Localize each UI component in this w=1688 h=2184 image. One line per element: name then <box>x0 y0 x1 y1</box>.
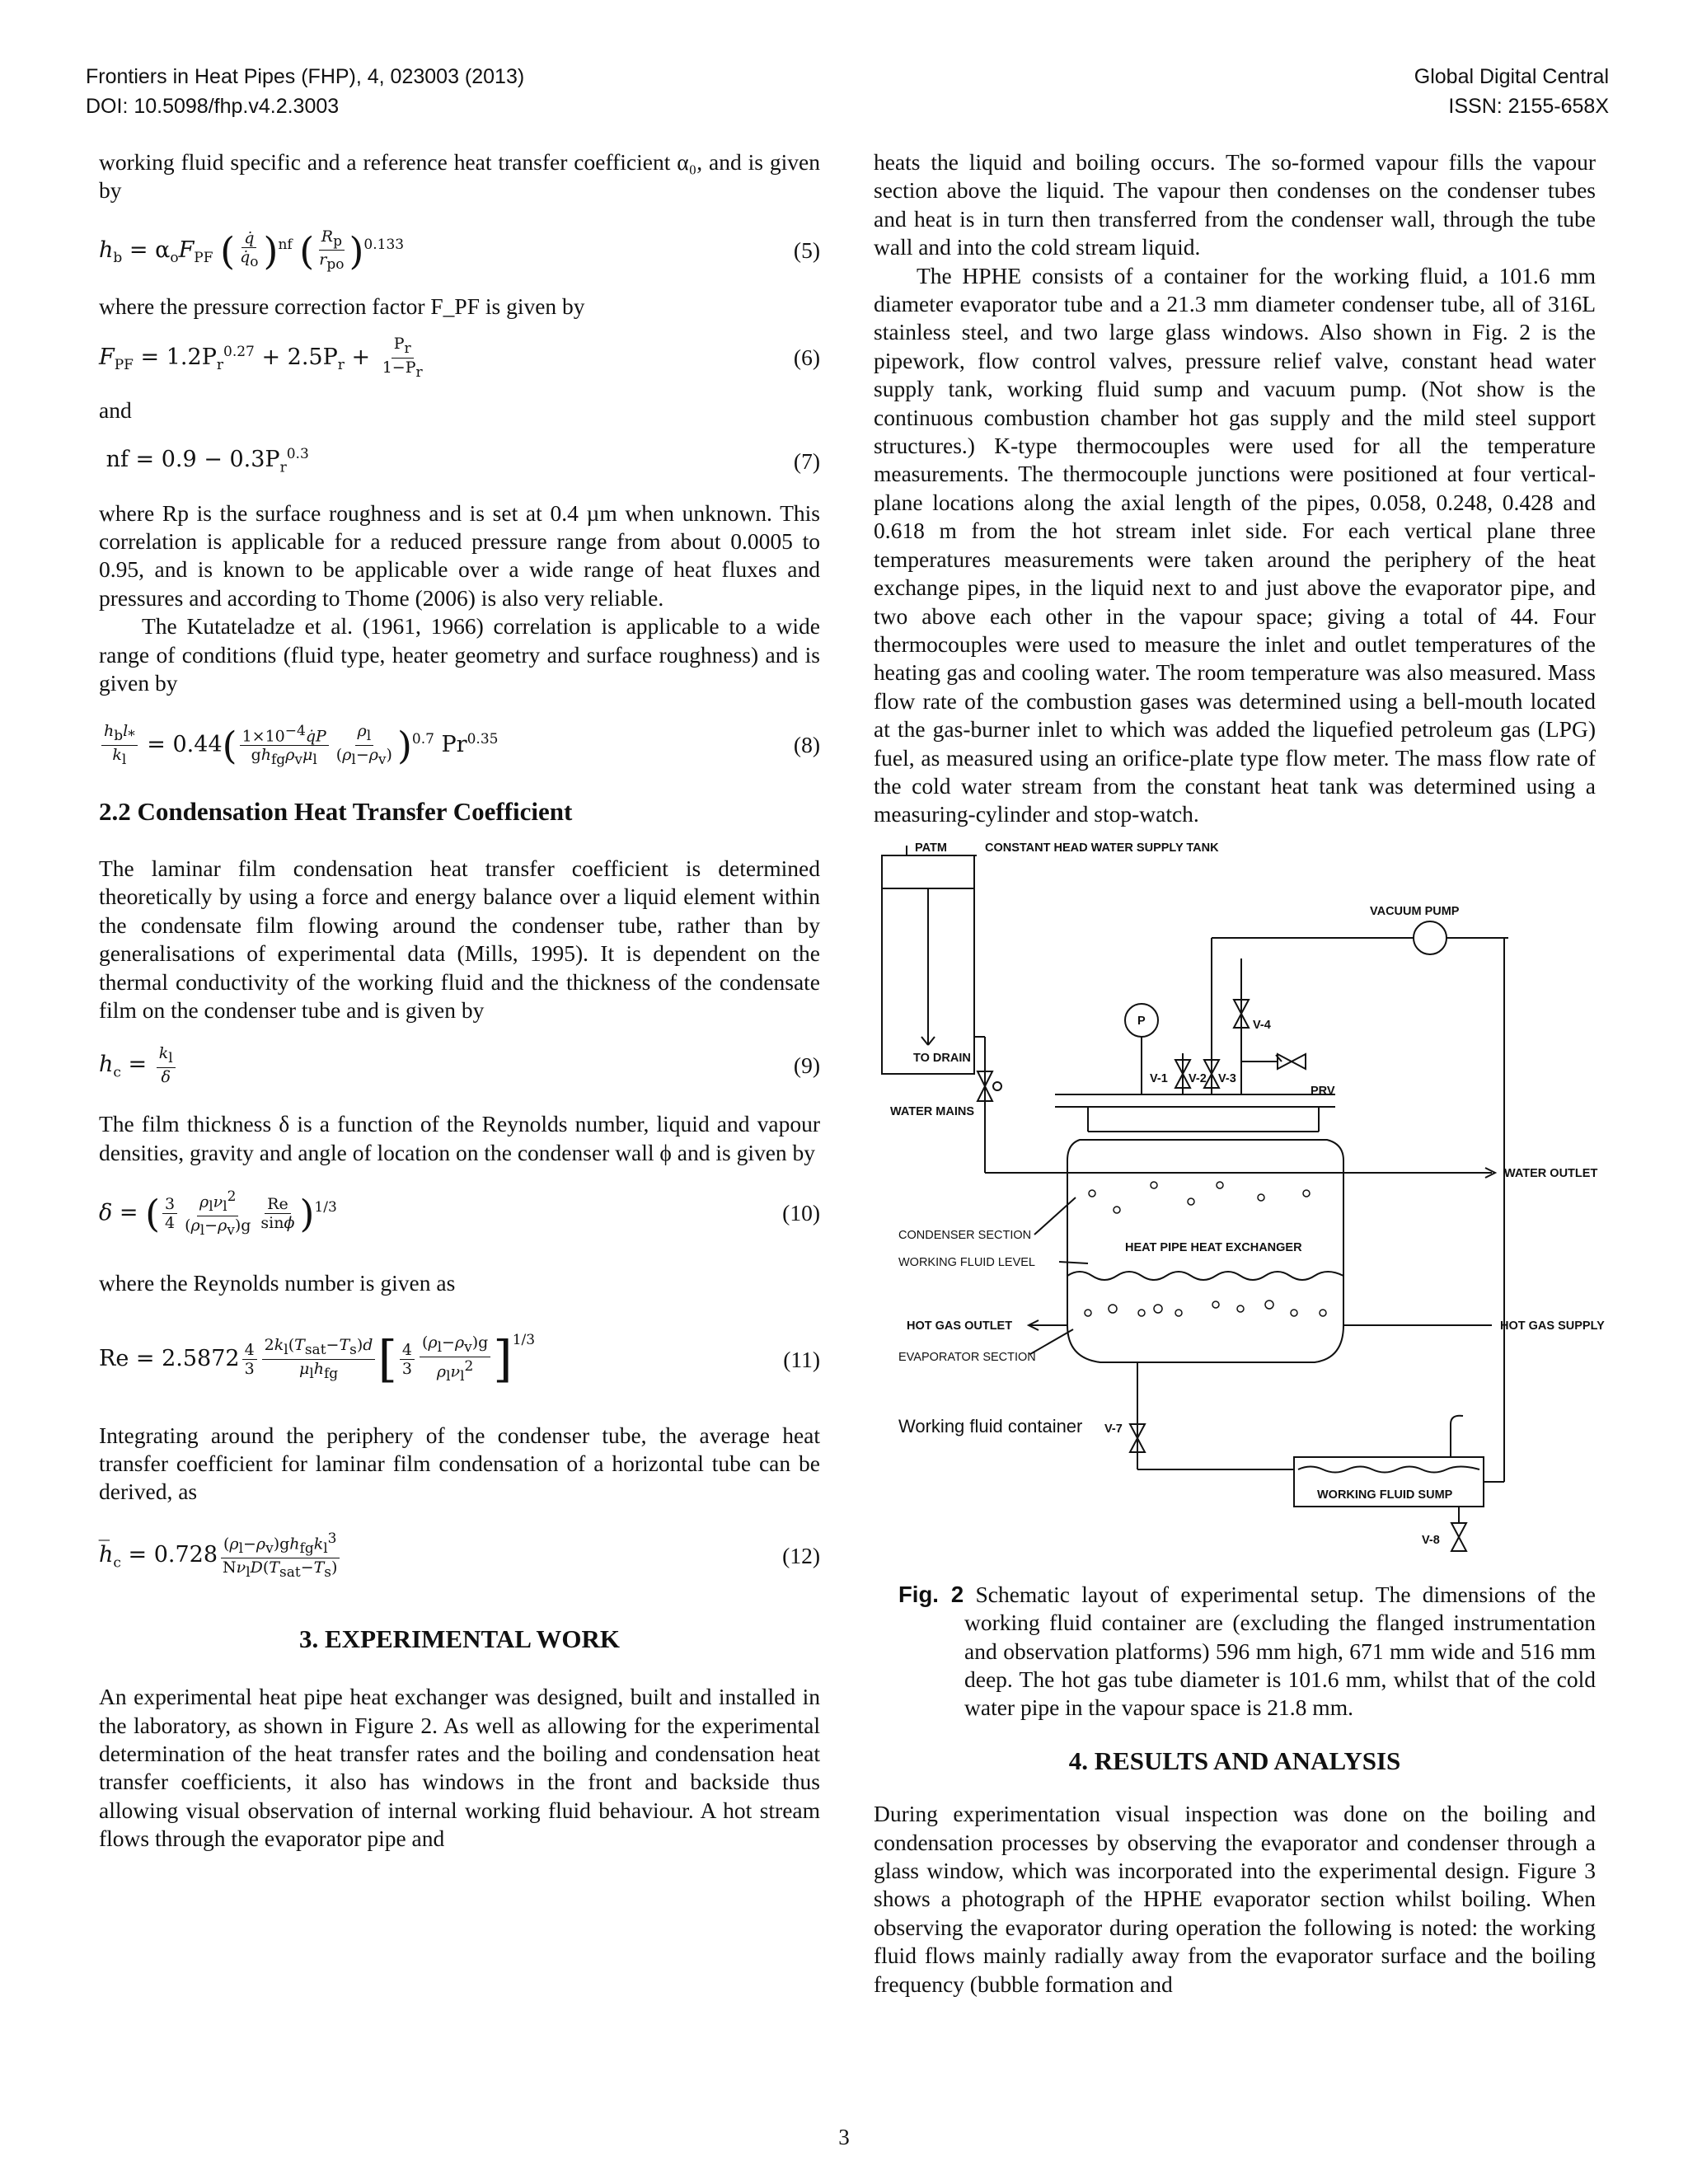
label-to-drain: TO DRAIN <box>913 1051 971 1065</box>
paragraph: The laminar film condensation heat transfer coefficient is determined theoretically by using a force and energy balance over a liquid element within the condensate film flowing around the condenser tube, rather than by generalisations of experimental data (Mills, 1995). It is dependent on the thermal conductivity of the working fluid and the thickness of the condensate film on the condenser tube and is given by <box>99 855 820 1023</box>
label-hphe: HEAT PIPE HEAT EXCHANGER <box>1125 1240 1302 1254</box>
equation-number: (8) <box>793 732 820 758</box>
equation-5: $h_b = \alpha_oF_{PF}$ ( $\frac{q̇}{q̇_o}$ )$^{nf}$ ( $R_p$ $r_{po}$ )$^{0.133}$ (5) <box>99 227 820 274</box>
paragraph: The Kutateladze et al. (1961, 1966) correlation is applicable to a wide range of conditions (fluid type, heater geometry and surface roughness) and is given by <box>99 613 820 696</box>
paragraph: The HPHE consists of a container for the working fluid, a 101.6 mm diameter evaporator tube and a 21.3 mm diameter condenser tube, all of 316L stainless steel, and two large glass windows. Also shown in Fig. 2 is the pipework, flow control valves, pressure relief valve, constant head water supply tank, working fluid sump and vacuum pump. (Not show is the continuous combustion chamber hot gas supply and the mild steel support structures.) K-type thermocouples were used for all the temperature measurements. The thermocouple junctions were positioned at four vertical-plane locations along the axial length of the pipes, 0.058, 0.248, 0.428 and 0.618 m from the hot stream inlet side. For each vertical plane three temperatures measurements were taken around the periphery of the heat exchange pipes, in the liquid next to and just above the evaporator pipe, and two above each other in the vapour space; giving a total of 44. Four thermocouples were used to measure the inlet and outlet temperatures of the heating gas and cooling water. The room temperature was also measured. Mass flow rate of the combustion gases was determined using a bell-mouth located at the gas-burner inlet to which was added the liquefied petroleum gas (LPG) fuel, as measured using an orifice-plate type flow meter. The mass flow rate of the cold water stream from the constant heat tank was determined using a measuring-cylinder and stop-watch. <box>874 262 1596 827</box>
equation-12: $h̅_c = 0.728$ $(\rho_l-\rho_v)gh_{fg}k_l^3$ $N\nu_lD(T_{sat}-T_s)$ (12) <box>99 1530 820 1582</box>
equation-8: $h_bl_*$ $k_l$ = 0.44( $1\times 10^{-4}q̇P$ $gh_{fg}\rho_v\mu_l$ $\frac{\rho_l}{(\rho_l-\rho_v)}$ )$^{0.7}$ $Pr^{0.35}$ (8) <box>99 704 820 786</box>
paragraph: The film thickness δ is a function of the Reynolds number, liquid and vapour densities, gravity and angle of location on the condenser wall ϕ and is given by <box>99 1111 820 1165</box>
publisher: Global Digital Central <box>1414 65 1609 88</box>
label-working-fluid-container: Working fluid container <box>898 1415 1083 1436</box>
label-sump: WORKING FLUID SUMP <box>1317 1488 1453 1502</box>
label-v8: V-8 <box>1422 1533 1440 1547</box>
equation-7: nf = $0.9 - 0.3P_r^{0.3}$ (7) <box>99 446 820 476</box>
section-heading: 3. EXPERIMENTAL WORK <box>299 1624 620 1653</box>
label-hot-gas-supply: HOT GAS SUPPLY <box>1500 1319 1605 1333</box>
label-prv: PRV <box>1311 1084 1335 1098</box>
schematic-diagram <box>865 841 1605 1564</box>
paragraph: where the pressure correction factor F_PF is given by <box>99 293 585 319</box>
label-condenser-section: CONDENSER SECTION <box>898 1228 1032 1242</box>
equation-number: (5) <box>793 237 820 263</box>
paragraph: During experimentation visual inspection was done on the boiling and condensation processes by observing the evaporator and condenser through a glass window, which was incorporated into the experimental design. Figure 3 shows a photograph of the HPHE evaporator section whilst boiling. When observing the evaporator during operation the following is noted: the working fluid flows mainly radially away from the evaporator surface and the boiling frequency (bubble formation and <box>874 1801 1596 1997</box>
label-v3: V-3 <box>1218 1071 1236 1085</box>
equation-9: $h_c$ = $\frac{k_l}{\delta}$ (9) <box>99 1044 820 1087</box>
issn: ISSN: 2155-658X <box>1448 95 1609 118</box>
equation-10: δ = ( $\frac{3}{4}$ $\rho_l\nu_l^2$ $(\rho_l-\rho_v)g$ $\frac{Re}{\sin\phi}$ )$^{1/3}$ (10) <box>99 1188 820 1239</box>
equation-number: (9) <box>793 1052 820 1079</box>
label-v7: V-7 <box>1104 1422 1123 1436</box>
page-number: 3 <box>838 2125 850 2149</box>
equation-number: (7) <box>793 448 820 474</box>
equation-number: (6) <box>793 344 820 371</box>
label-water-mains: WATER MAINS <box>890 1104 975 1118</box>
right-column <box>874 148 1605 1999</box>
label-water-outlet: WATER OUTLET <box>1504 1166 1598 1180</box>
paragraph: An experimental heat pipe heat exchanger was designed, built and installed in the laboratory, as shown in Figure 2. As well as allowing for the experimental determination of the heat transfer rates and the boiling and condensation heat transfer coefficients, it also has windows in the front and backside thus allowing visual observation of internal working fluid behaviour. A hot stream flows through the evaporator pipe and <box>99 1684 820 1852</box>
paragraph: working fluid specific and a reference heat transfer coefficient α₀, and is given by <box>99 149 820 204</box>
paragraph: Integrating around the periphery of the condenser tube, the average heat transfer coefficient for laminar film condensation of a horizontal tube can be derived, as <box>99 1422 820 1505</box>
paragraph: heats the liquid and boiling occurs. The so-formed vapour fills the vapour section above the liquid. The vapour then condenses on the condenser tubes and heat is in turn then transferred from the condenser wall, through the tube wall and into the cold stream liquid. <box>874 149 1596 260</box>
left-column <box>99 148 820 1854</box>
equation-number: (10) <box>782 1199 820 1226</box>
figure-caption <box>874 1581 1596 1722</box>
label-evaporator-section: EVAPORATOR SECTION <box>898 1350 1036 1364</box>
schematic-drawing <box>865 841 1605 1564</box>
equation-11: Re = 2.5872 $\frac{4}{3}$ $2k_l(T_{sat}-T_s)d$ $\mu_lh_{fg}$ [ $\frac{4}{3}$ $(\rho_l-\rho_v)g$ $\rho_l\nu_l^2$ ]$^{1/3}$ (11) <box>99 1330 820 1389</box>
section-heading: 2.2 Condensation Heat Transfer Coefficient <box>99 797 573 827</box>
label-patm: PATM <box>915 841 947 855</box>
label-hot-gas-outlet: HOT GAS OUTLET <box>907 1319 1013 1333</box>
label-v4: V-4 <box>1253 1018 1271 1032</box>
equation-number: (12) <box>782 1542 820 1568</box>
doi: DOI: 10.5098/fhp.v4.2.3003 <box>86 95 340 118</box>
figure-caption-text: Schematic layout of experimental setup. The dimensions of the working fluid container are (excluding the flanged instrumentation and observation platforms) 596 mm high, 671 mm wide and 516 mm deep. The hot gas tube diameter is 101.6 mm, whilst that of the cold water pipe in the vapour space is 21.8 mm. <box>964 1581 1597 1721</box>
label-pressure-gauge: P <box>1137 1014 1146 1028</box>
label-working-fluid-level: WORKING FLUID LEVEL <box>898 1255 1035 1269</box>
label-vacuum-pump: VACUUM PUMP <box>1370 904 1460 918</box>
figure-label: Fig. 2 <box>898 1581 964 1607</box>
label-tank: CONSTANT HEAD WATER SUPPLY TANK <box>985 841 1219 855</box>
paragraph: and <box>99 397 132 424</box>
paragraph: where the Reynolds number is given as <box>99 1270 456 1296</box>
equation-number: (11) <box>783 1346 820 1372</box>
equation-6: $F_{PF} = 1.2P_r^{0.27} + 2.5P_r$ + $\frac{P_r}{1-P_r}$ (6) <box>99 334 820 381</box>
label-v2: V-2 <box>1189 1071 1207 1085</box>
journal-title: Frontiers in Heat Pipes (FHP), 4, 023003 (2013) <box>86 65 525 88</box>
section-heading: 4. RESULTS AND ANALYSIS <box>1068 1746 1401 1775</box>
paragraph: where Rp is the surface roughness and is set at 0.4 µm when unknown. This correlation is applicable for a reduced pressure range from about 0.0005 to 0.95, and is known to be applicable over a wide range of heat fluxes and pressures and according to Thome (2006) is also very reliable. <box>99 499 820 611</box>
label-v1: V-1 <box>1150 1071 1168 1085</box>
